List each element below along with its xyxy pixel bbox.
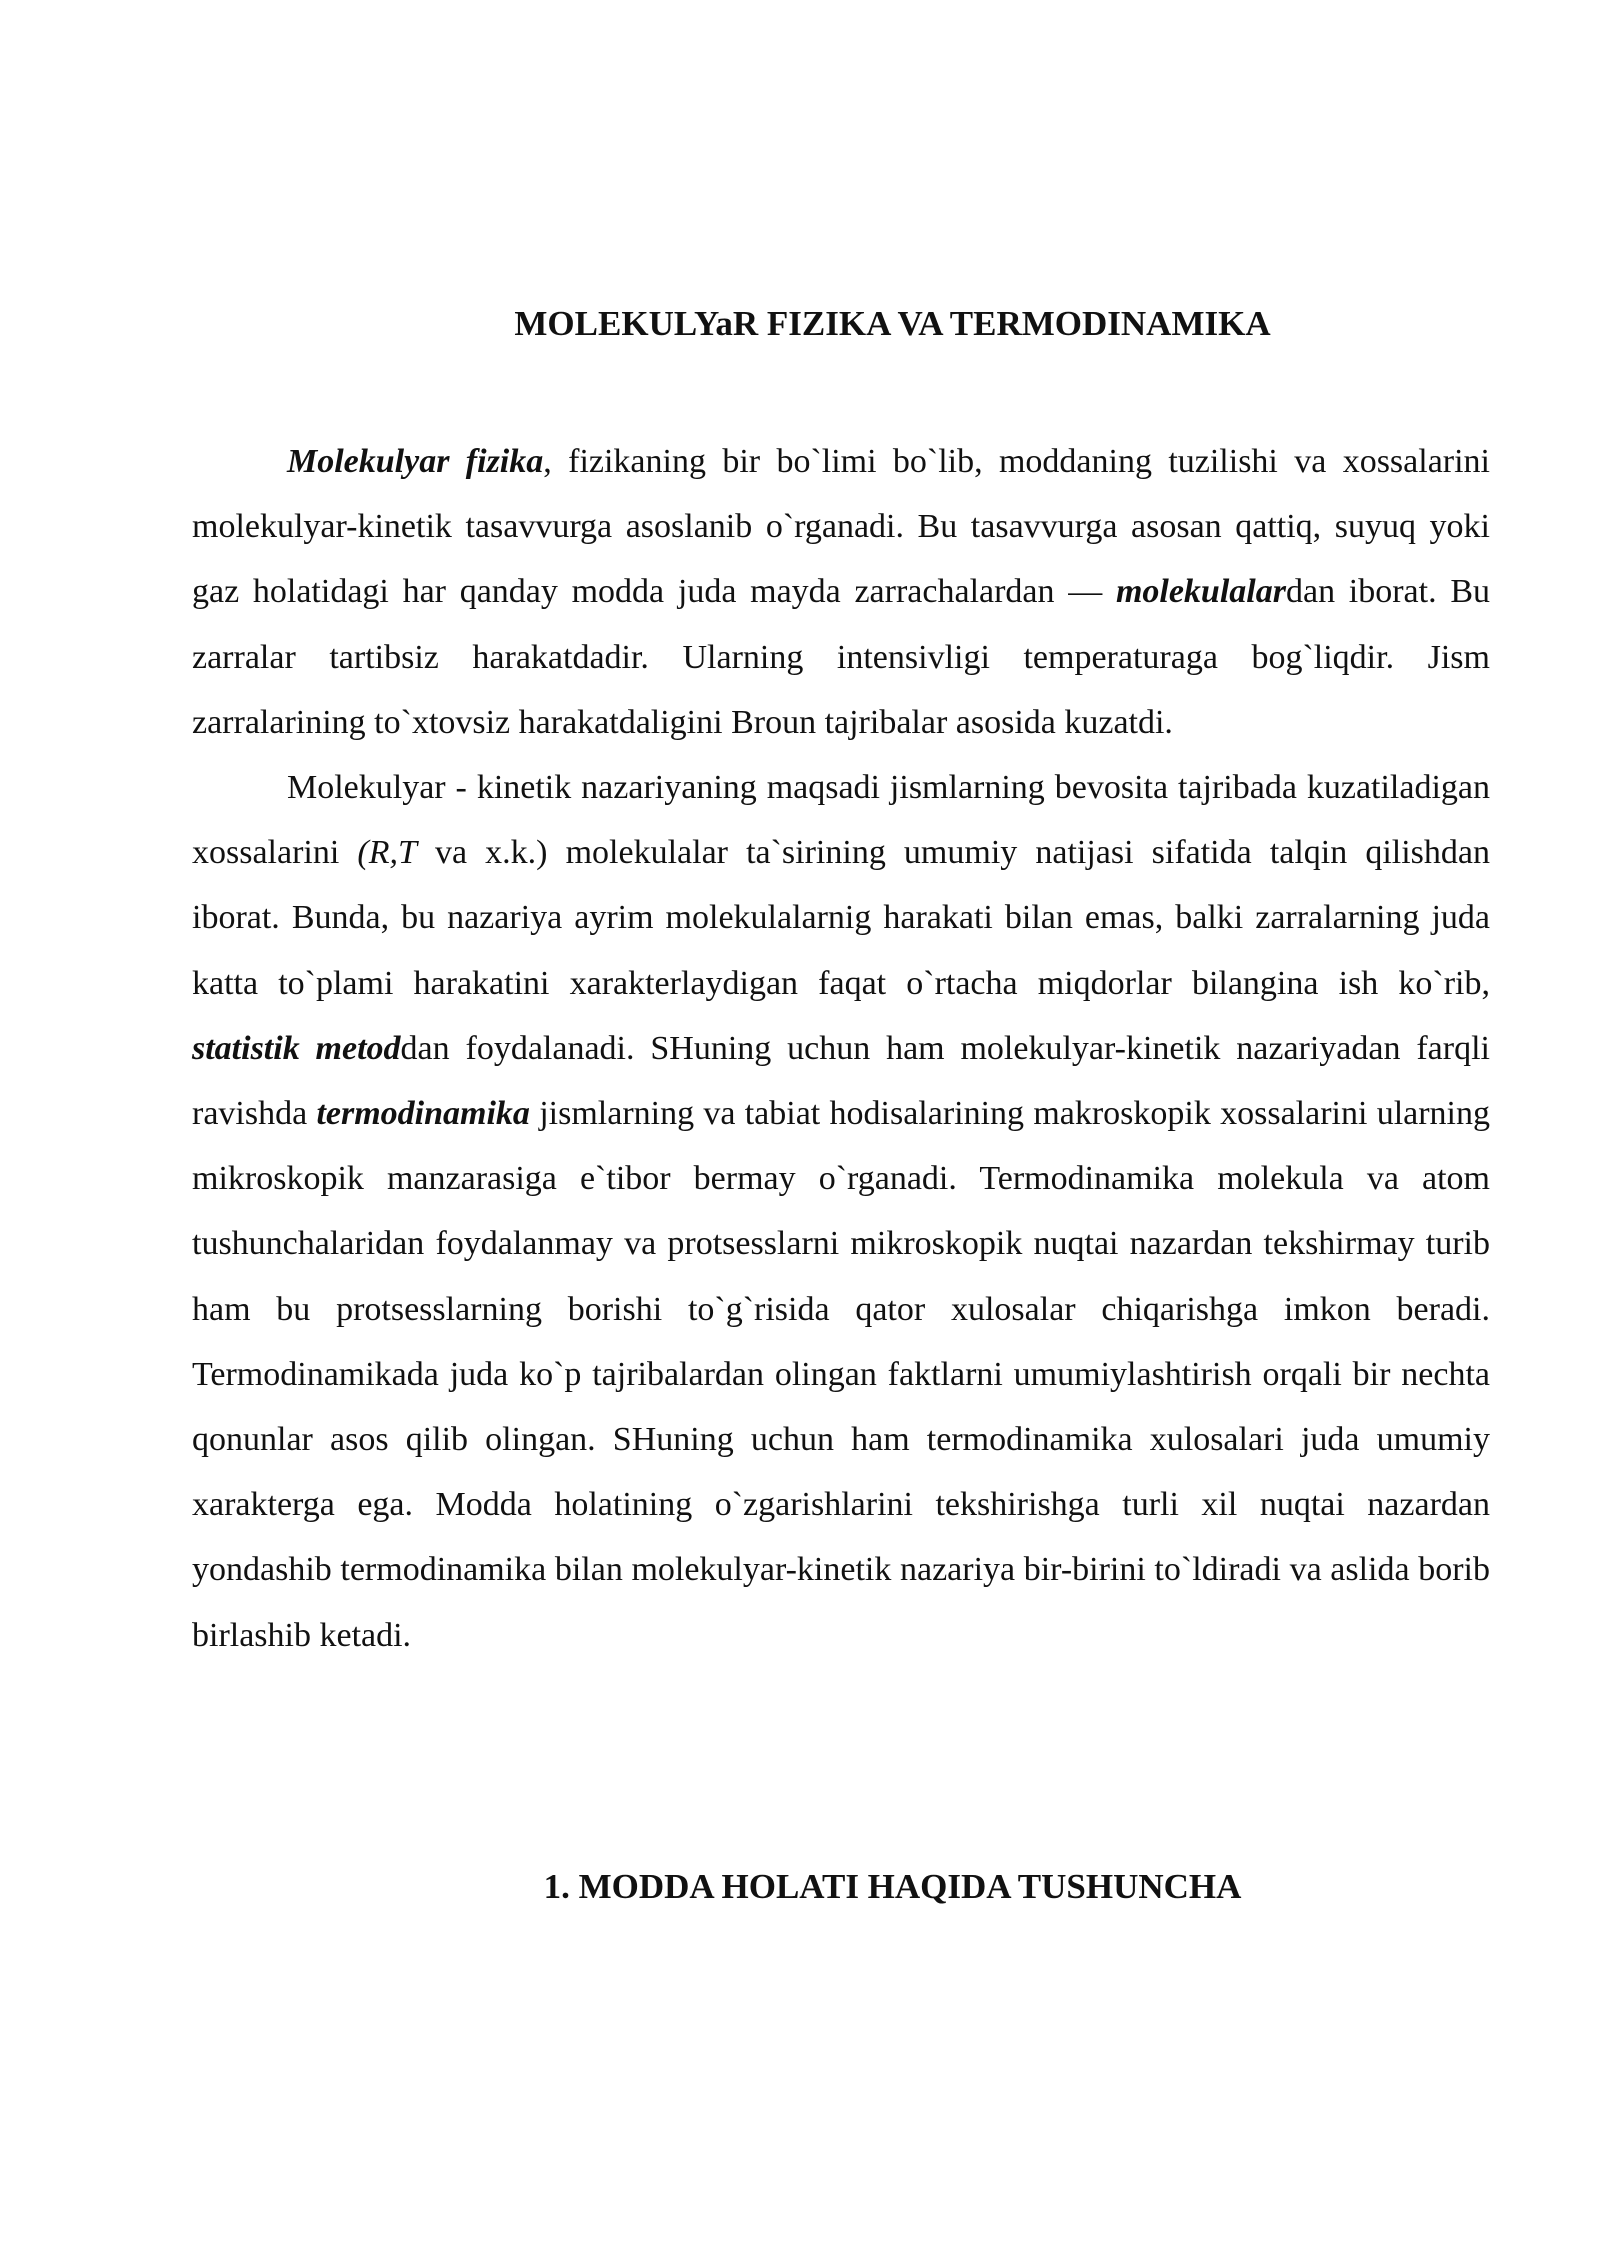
section-heading: 1. MODDA HOLATI HAQIDA TUSHUNCHA: [543, 1867, 1242, 1906]
paragraph-text: , fizikaning bir bo`limi bo`lib, moddaning tuzilishi va xossalarini molekulyar-kinetik tasavvurga asoslanib o`rganadi. Bu tasavvurga asosan qattiq, suyuq yoki gaz holatidagi har qanday modda juda mayda zarrachalardan —: [192, 443, 1490, 611]
document-title: MOLEKULYaR FIZIKA VA TERMODINAMIKA: [514, 304, 1271, 343]
formula-rt: (R,T: [357, 834, 417, 872]
term-molekulalar: molekulalar: [1115, 573, 1286, 611]
paragraph-text: dan foydalanadi. SHuning uchun ham molekulyar-kinetik nazariyadan farqli ravishda: [192, 1029, 1490, 1133]
term-statistik-metod: statistik metod: [192, 1029, 401, 1067]
paragraph-2: [192, 755, 1490, 1668]
term-molekulyar-fizika: Molekulyar fizika: [287, 443, 544, 480]
paragraph-text: dan iborat. Bu zarralar tartibsiz harakatdadir. Ularning intensivligi temperaturaga bog`liqdir. Jism zarralarining to`xtovsiz harakatdaligini Broun tajribalar asosida kuzatdi.: [192, 573, 1490, 741]
document-body: [192, 429, 1490, 1668]
paragraph-text: jismlarning va tabiat hodisalarining makroskopik xossalarini ularning mikroskopik manzarasiga e`tibor bermay o`rganadi. Termodinamika molekula va atom tushunchalaridan foydalanmay va protsesslarni mikroskopik nuqtai nazardan tekshirmay turib ham bu protsesslarning borishi to`g`risida qator xulosalar chiqarishga imkon beradi. Termodinamikada juda ko`p tajribalardan olingan faktlarni umumiylashtirish orqali bir nechta qonunlar asos qilib olingan. SHuning uchun ham termodinamika xulosalari juda umumiy xarakterga ega. Modda holatining o`zgarishlarini tekshirishga turli xil nuqtai nazardan yondashib termodinamika bilan molekulyar-kinetik nazariya bir-birini to`ldiradi va aslida borib birlashib ketadi.: [192, 1095, 1491, 1654]
term-termodinamika: termodinamika: [316, 1095, 530, 1133]
paragraph-text: va x.k.) molekulalar ta`sirining umumiy natijasi sifatida talqin qilishdan iborat. Bunda, bu nazariya ayrim molekulalarnig harakati bilan emas, balki zarralarning juda katta to`plami harakatini xarakterlaydigan faqat o`rtacha miqdorlar bilangina ish ko`rib,: [192, 834, 1490, 1002]
paragraph-text: Molekulyar - kinetik nazariyaning maqsadi jismlarning bevosita tajribada kuzatiladigan xossalarini: [192, 769, 1490, 872]
paragraph-1: [192, 429, 1490, 755]
